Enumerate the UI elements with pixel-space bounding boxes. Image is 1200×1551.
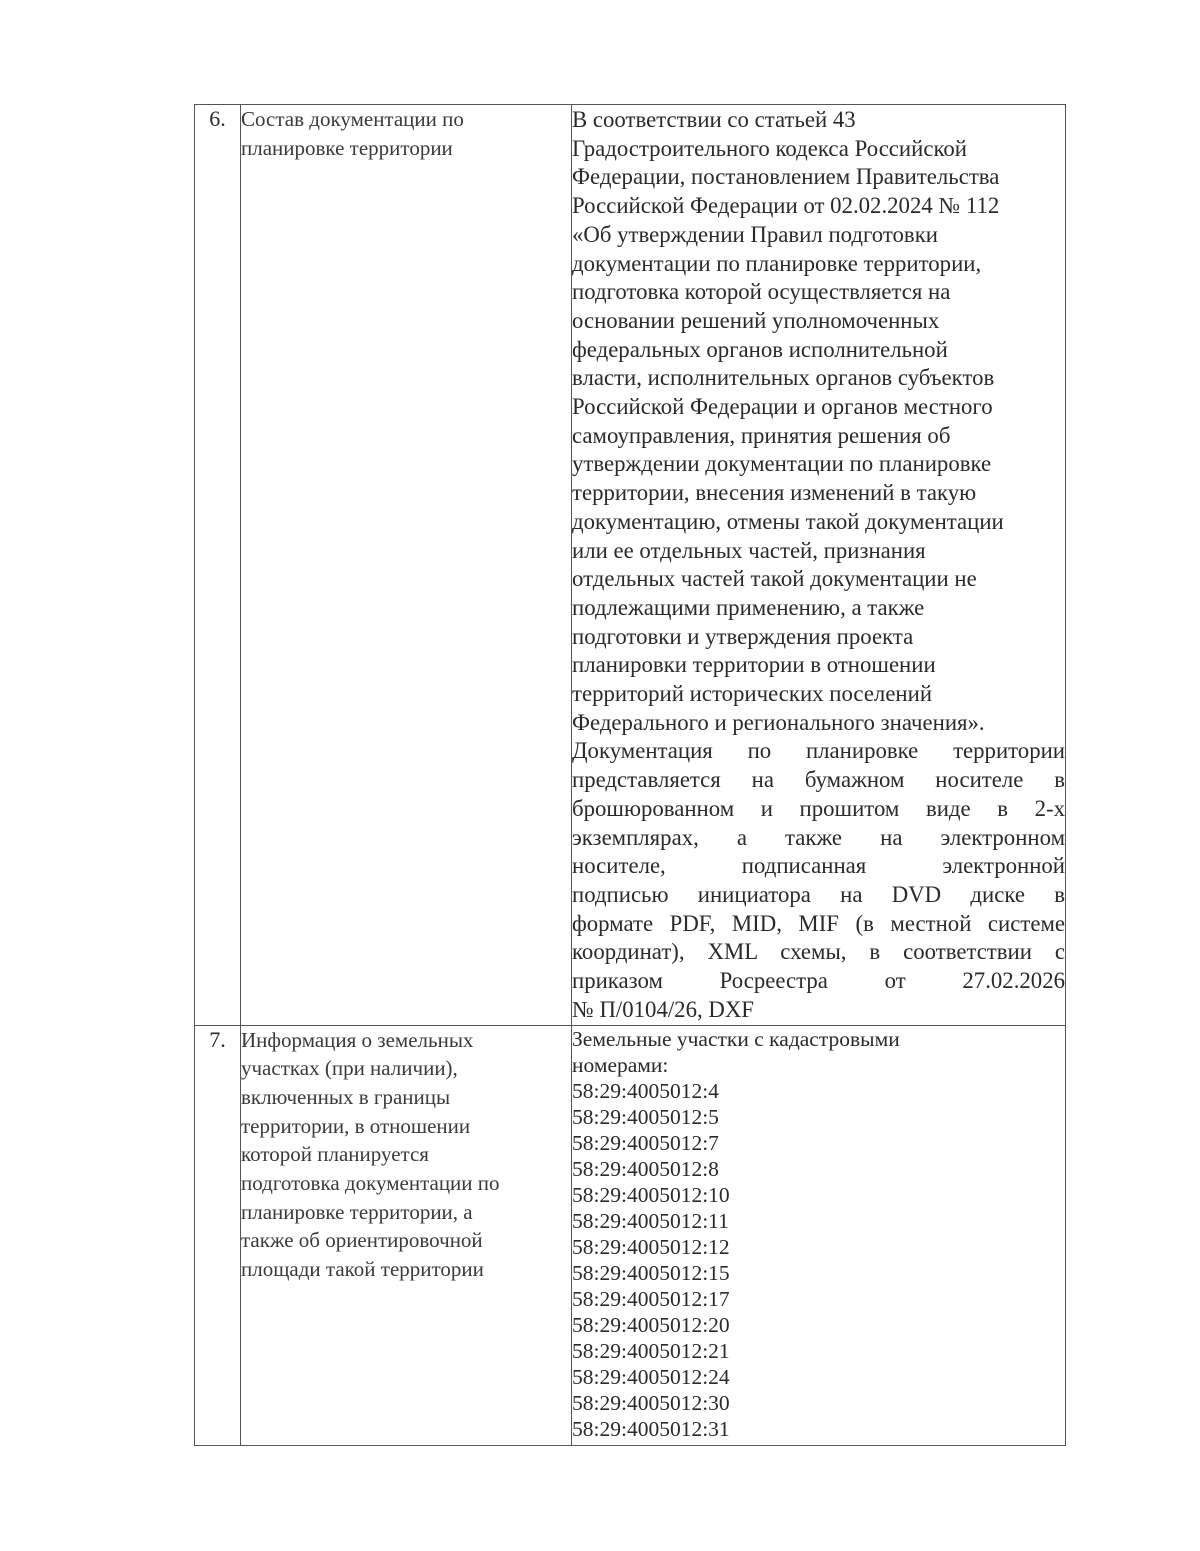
row-name [241,105,572,1026]
value-justified-line: представляется на бумажном носителе в [572,767,1065,793]
cadastral-number: 58:29:4005012:21 [572,1338,730,1363]
value-paragraph [572,105,1065,737]
value-line: Федерального и регионального значения». [572,709,985,735]
value-line: номерами: [572,1052,669,1077]
value-line: территории, внесения изменений в такую [572,480,977,506]
row-name-line: включенных в границы [241,1084,451,1109]
value-line: основании решений уполномоченных [572,307,940,333]
value-paragraph [572,737,1065,1024]
value-line: подготовки и утверждения проекта [572,623,914,649]
row-name-line: которой планируется [241,1142,429,1167]
cadastral-number: 58:29:4005012:10 [572,1182,730,1207]
row-number: 7. [195,1025,241,1445]
value-justified-line: приказом Росреестра от 27.02.2026 [572,968,1065,994]
table-row [195,105,1066,1026]
value-line: «Об утверждении Правил подготовки [572,221,938,247]
cadastral-number: 58:29:4005012:24 [572,1364,730,1389]
document-table [194,104,1066,1446]
cadastral-number: 58:29:4005012:30 [572,1390,730,1415]
value-justified-line: Документация по планировке территории [572,738,1065,764]
value-justified-line: формате PDF, MID, MIF (в местной системе [572,910,1065,936]
value-line: самоуправления, принятия решения об [572,422,951,448]
row-name-line: участках (при наличии), [241,1056,458,1081]
value-line: территорий исторических поселений [572,681,933,707]
value-line: документации по планировке территории, [572,250,982,276]
row-value [572,105,1066,1026]
cadastral-number: 58:29:4005012:17 [572,1286,730,1311]
cadastral-number: 58:29:4005012:4 [572,1078,719,1103]
cadastral-number: 58:29:4005012:8 [572,1156,719,1181]
cadastral-number: 58:29:4005012:12 [572,1234,730,1259]
value-line: или ее отдельных частей, признания [572,537,926,563]
value-line: власти, исполнительных органов субъектов [572,365,995,391]
value-line: Федерации, постановлением Правительства [572,164,1000,190]
value-justified-line: подписью инициатора на DVD диске в [572,881,1065,907]
value-line: документацию, отмены такой документации [572,508,1004,534]
value-line: подготовка которой осуществляется на [572,279,951,305]
row-value [572,1025,1066,1445]
row-name-line: Информация о земельных [241,1027,474,1052]
cadastral-number: 58:29:4005012:5 [572,1104,719,1129]
row-name-line: также об ориентировочной [241,1228,483,1253]
value-line: планировки территории в отношении [572,652,936,678]
cadastral-number: 58:29:4005012:11 [572,1208,729,1233]
value-line: федеральных органов исполнительной [572,336,948,362]
row-name-line: площади такой территории [241,1257,484,1282]
cadastral-number: 58:29:4005012:7 [572,1130,719,1155]
table-row [195,1025,1066,1445]
value-justified-line: брошюрованном и прошитом виде в 2-х [572,795,1065,821]
value-line: утверждении документации по планировке [572,451,992,477]
cadastral-number: 58:29:4005012:20 [572,1312,730,1337]
row-name-line: планировке территории [241,135,453,160]
value-justified-line: координат), XML схемы, в соответствии с [572,939,1065,965]
row-number: 6. [195,105,241,1026]
row-name-line: территории, в отношении [241,1113,471,1138]
row-name [241,1025,572,1445]
value-line: отдельных частей такой документации не [572,566,977,592]
value-line: Российской Федерации от 02.02.2024 № 112 [572,193,1000,219]
value-justified-line: экземплярах, а также на электронном [572,824,1065,850]
value-justified-line: носителе, подписанная электронной [572,853,1065,879]
cadastral-number: 58:29:4005012:15 [572,1260,730,1285]
value-line: Градостроительного кодекса Российской [572,135,967,161]
value-line: Земельные участки с кадастровыми [572,1026,900,1051]
row-name-line: подготовка документации по [241,1171,500,1196]
value-line: подлежащими применению, а также [572,594,925,620]
value-line: В соответствии со статьей 43 [572,107,856,132]
value-line: Российской Федерации и органов местного [572,394,993,420]
row-name-line: планировке территории, а [241,1199,473,1224]
cadastral-number: 58:29:4005012:31 [572,1416,730,1441]
row-name-line: Состав документации по [241,107,464,131]
value-line: № П/0104/26, DXF [572,996,754,1022]
